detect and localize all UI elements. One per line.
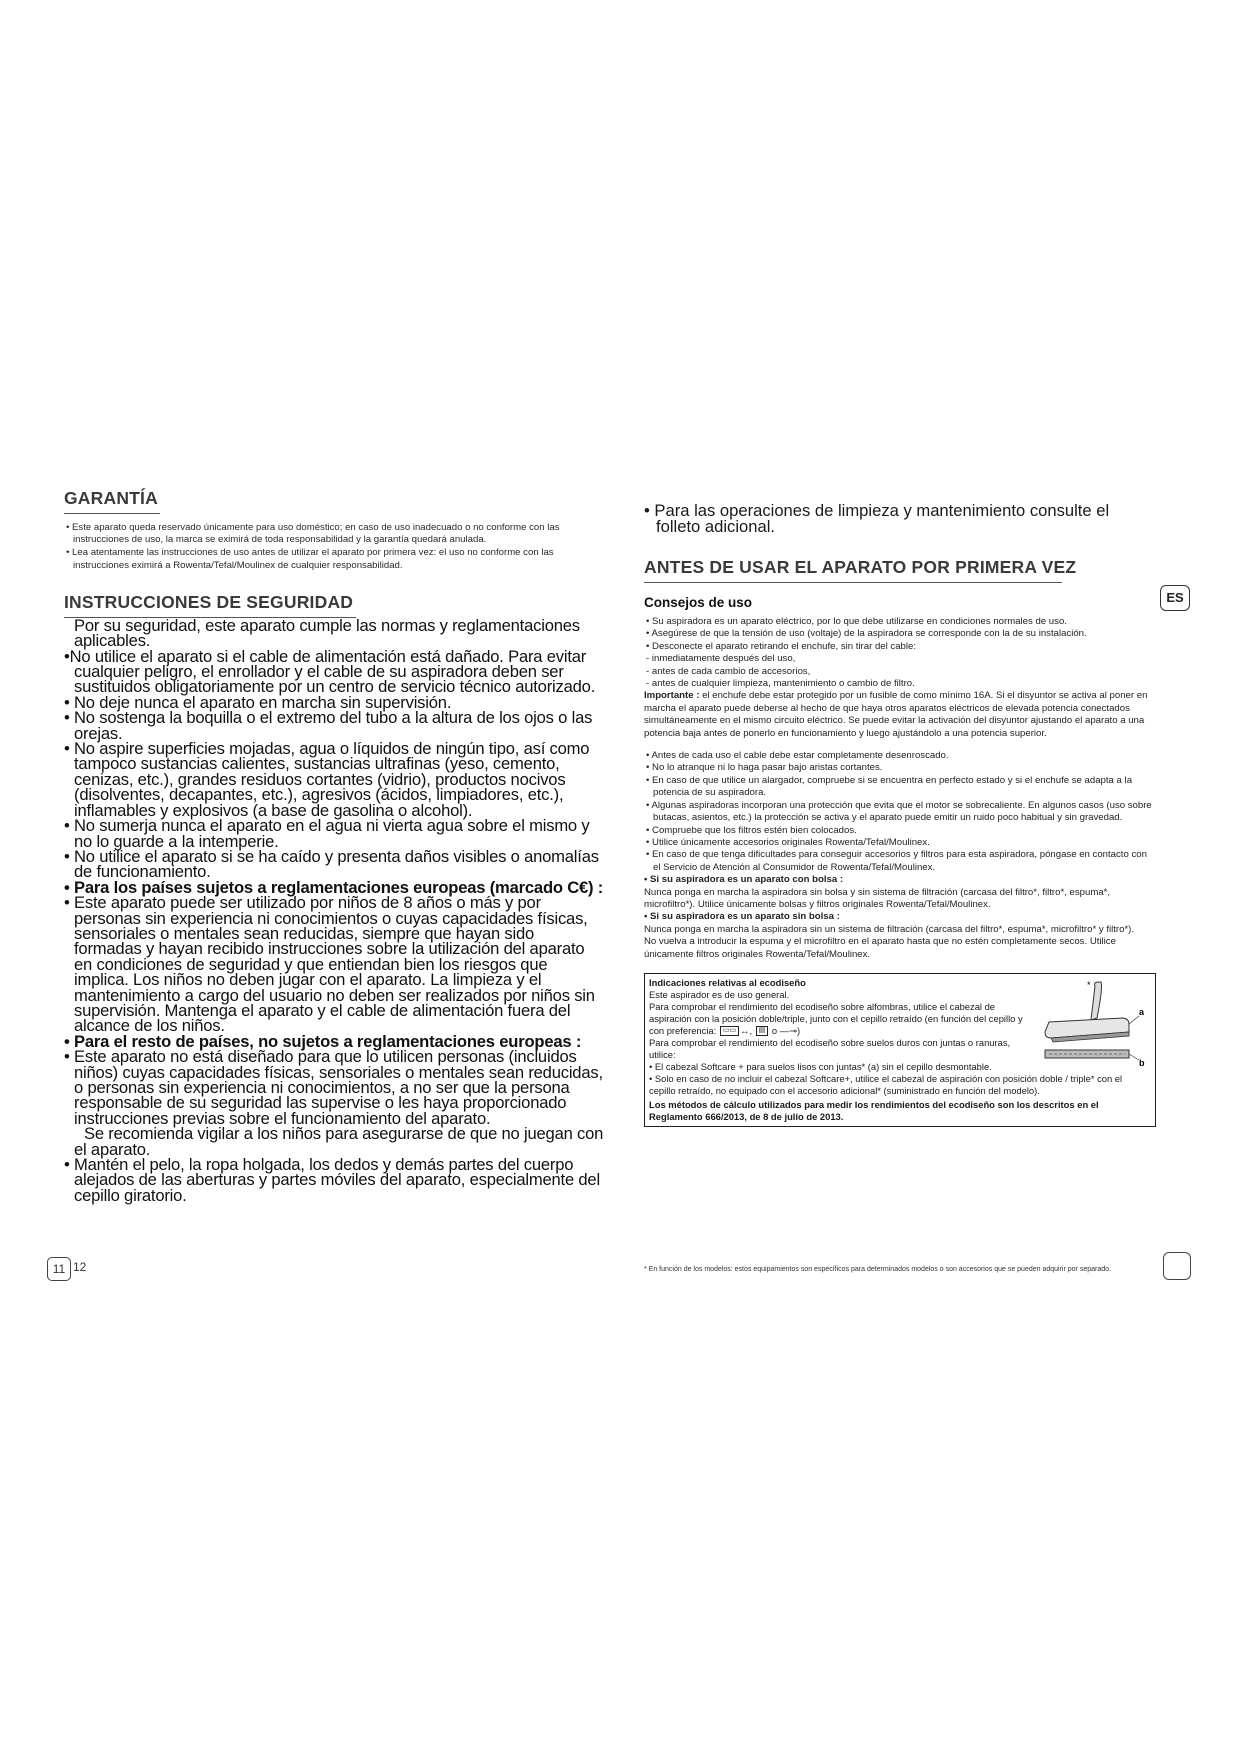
consejos-title: Consejos de uso: [644, 595, 753, 610]
consejos-item: • Asegúrese de que la tensión de uso (voltaje) de la aspiradora se corresponde con la de su instalación.: [646, 628, 1087, 640]
label-a: a: [1139, 1006, 1145, 1017]
ecodesign-regulation: Los métodos de cálculo utilizados para medir los rendimientos del ecodiseño son los descritos en el Reglamento 666/2013, de 8 de julio de 2013.: [649, 1098, 1099, 1122]
uso-item: • Utilice únicamente accesorios originales Rowenta/Tefal/Moulinex.: [646, 836, 930, 848]
uso-item: • No lo atranque ni lo haga pasar bajo aristas cortantes.: [646, 762, 883, 774]
importante-text: el enchufe debe estar protegido por un fusible de como mínimo 16A. Si el disyuntor se activa al poner en marcha el aparato puede deberse al hecho de que haya otros aparatos eléctricos de elevada potencia conectados simultáneamente en el mismo circuito eléctrico. Se puede evitar la activación del disyuntor ajustando el aparato a una potencia baja antes de ponerlo en funcionamiento y luego ajustándolo a una potencia superior.: [644, 690, 1148, 739]
ecodesign-line: Este aspirador es de uso general.: [649, 988, 790, 1000]
garantia-rule: [64, 513, 160, 514]
con-bolsa-heading: • Si su aspiradora es un aparato con bolsa :: [644, 874, 844, 886]
footnote: * En función de los modelos: estos equipamientos son específicos para determinados modelos o son accesorios que se pueden adquirir por separado.: [644, 1266, 1111, 1273]
page-number-plain: 12: [73, 1260, 87, 1274]
safety-item: • No aspire superficies mojadas, agua o líquidos de ningún tipo, así como tampoco sustancias calientes, sustancias ultrafinas (yeso, cemento, cenizas, etc.), grandes residuos cortantes (vidrio), productos nocivos (disolventes, decapantes, etc.), agresivos (ácidos, limpiadores, etc.), inflamables y explosivos (a base de gasolina o alcohol).: [64, 739, 590, 820]
safety-item: • No deje nunca el aparato en marcha sin supervisión.: [64, 692, 452, 712]
ecodesign-title: Indicaciones relativas al ecodiseño: [649, 976, 806, 988]
sin-bolsa-heading: • Si su aspiradora es un aparato sin bolsa :: [644, 911, 840, 923]
importante-label: Importante :: [644, 690, 700, 702]
consejos-item: • Desconecte el aparato retirando el enchufe, sin tirar del cable:: [646, 640, 917, 652]
rest-heading: • Para el resto de países, no sujetos a reglamentaciones europeas :: [64, 1031, 582, 1051]
uso-item: • Compruebe que los filtros estén bien colocados.: [646, 824, 857, 836]
consejos-body: [644, 616, 1156, 961]
uso-list: [644, 750, 1156, 874]
left-column: [64, 488, 604, 1203]
con-bolsa-text: Nunca ponga en marcha la aspiradora sin bolsa y sin sistema de filtración (carcasa del filtro*, filtro*, espuma*, microfiltro*). Utilice únicamente bolsas y filtros originales Rowenta/Tefal/Moulinex.: [644, 886, 1111, 910]
eu-item: • Este aparato puede ser utilizado por niños de 8 años o más y por personas sin experiencia ni conocimientos o cuyas capacidades físicas, sensoriales o mentales sean reducidas, siempre que hayan sido formadas y hayan recibido instrucciones sobre la utilización del aparato en condiciones de seguridad y que entiendan bien los riesgos que implica. Los niños no deben jugar con el aparato. La limpieza y el mantenimiento a cargo del usuario no deben ser realizados por niños sin supervisión. Mantenga el aparato y el cable de alimentación fuera del alcance de los niños.: [64, 893, 595, 1036]
garantia-item: • Este aparato queda reservado únicamente para uso doméstico; en caso de uso inadecuado o no conforme con las instrucciones de uso, la marca se eximirá de toda responsabilidad y la garantía quedará anulada.: [66, 522, 560, 546]
safety-item: • No utilice el aparato si se ha caído y presenta daños visibles o anomalías de funcionamiento.: [64, 846, 599, 882]
rest-note: Se recomienda vigilar a los niños para asegurarse de que no juegan con el aparato.: [74, 1124, 604, 1159]
last-item: • Mantén el pelo, la ropa holgada, los dedos y demás partes del cuerpo alejados de las aberturas y partes móviles del aparato, especialmente del cepillo giratorio.: [64, 1155, 600, 1205]
ecodesign-text: [649, 977, 1039, 1061]
uso-item: • En caso de que utilice un alargador, compruebe si se encuentra en perfecto estado y si el enchufe se adapta a la potencia de su aspiradora.: [646, 774, 1133, 799]
importante-para: [644, 690, 1156, 740]
nozzle-symbol-icon: —⊸: [779, 1024, 797, 1036]
ecodesign-line: Para comprobar el rendimiento del ecodiseño sobre suelos duros con juntas o ranuras, utilice:: [649, 1036, 1011, 1060]
ecodesign-line-text: Para comprobar el rendimiento del ecodiseño sobre alfombras, utilice el cabezal de aspiración con la posición doble/triple, junto con el cepillo retraído (en función del cepillo y con preferencia:: [649, 1000, 1023, 1036]
consejos-item: - antes de cada cambio de accesorios,: [646, 665, 811, 677]
garantia-item: • Lea atentamente las instrucciones de uso antes de utilizar el aparato por primera vez: el uso no conforme con las instrucciones eximirá a Rowenta/Tefal/Moulinex de cualquier responsabilidad.: [66, 547, 554, 571]
garantia-title: GARANTÍA: [64, 488, 158, 508]
uso-item: • En caso de que tenga dificultades para conseguir accesorios y filtros para esta aspiradora, póngase en contacto con el Servicio de Atención al Consumidor de Rowenta/Tefal/Moulinex.: [646, 849, 1147, 873]
ecodesign-line: • Solo en caso de no incluir el cabezal Softcare+, utilice el cabezal de aspiración con posición doble / triple* con el cepillo retraído, no equipado con el accesorio adicional* (suministrado en función del modelo).: [649, 1072, 1123, 1096]
sin-bolsa-text: Nunca ponga en marcha la aspiradora sin un sistema de filtración (carcasa del filtro*, espuma*, microfiltro* y filtro*).: [644, 923, 1135, 935]
antes-title: ANTES DE USAR EL APARATO POR PRIMERA VEZ: [644, 557, 1077, 577]
carpet-symbol-icon: ▭▭: [720, 1026, 739, 1036]
seguridad-body: [64, 615, 604, 1205]
ecodesign-line: Para comprobar el rendimiento del ecodiseño sobre alfombras, utilice el cabezal de aspiración con la posición doble/triple, junto con el cepillo retraído (en función del cepillo y con preferencia: ▭▭ ↔, ▤ o —⊸): [649, 1000, 1023, 1036]
safety-item: • No sostenga la boquilla o el extremo del tubo a la altura de los ojos o las orejas.: [64, 708, 593, 743]
floor-nozzle-illustration-icon: [1035, 978, 1145, 1066]
consejos-item: - antes de cualquier limpieza, mantenimiento o cambio de filtro.: [646, 678, 915, 690]
ecodesign-box: [644, 973, 1156, 1127]
safety-item: •No utilice el aparato si el cable de alimentación está dañado. Para evitar cualquier peligro, el enrollador y el cable de su aspiradora deben ser sustituidos obligatoriamente por un centro de servicio técnico autorizado.: [64, 646, 596, 697]
uso-item: • Algunas aspiradoras incorporan una protección que evita que el motor se sobrecaliente. En algunos casos (uso sobre butacas, asientos, etc.) la protección se activa y el aparato puede emitir un ruido poco habitual y sin gravedad.: [646, 799, 1152, 824]
consejos-list: [644, 616, 1156, 690]
uso-item: • Antes de cada uso el cable debe estar completamente desenroscado.: [646, 750, 949, 762]
seguridad-title: INSTRUCCIONES DE SEGURIDAD: [64, 591, 354, 612]
seguridad-intro: Por su seguridad, este aparato cumple las normas y reglamentaciones aplicables.: [74, 615, 580, 651]
right-column: [644, 503, 1156, 1127]
sin-bolsa-text-2: No vuelva a introducir la espuma y el microfiltro en el aparato hasta que no estén completamente secos. Utilice únicamente filtros originales Rowenta/Tefal/Moulinex.: [644, 936, 1116, 960]
safety-item: • No sumerja nunca el aparato en el agua ni vierta agua sobre el mismo y no lo guarde a la intemperie.: [64, 816, 590, 851]
hardfloor-symbol-icon: ▤: [756, 1026, 769, 1036]
cleaning-item: • Para las operaciones de limpieza y mantenimiento consulte el folleto adicional.: [644, 501, 1110, 536]
language-badge: ES: [1160, 585, 1190, 611]
ecodesign-line: • El cabezal Softcare + para suelos lisos con juntas* (a) sin el cepillo desmontable.: [649, 1060, 992, 1072]
consejos-item: • Su aspiradora es un aparato eléctrico, por lo que debe utilizarse en condiciones normales de uso.: [646, 616, 1067, 627]
label-star: *: [1087, 979, 1091, 990]
label-b: b: [1139, 1057, 1145, 1066]
page-number-box-right: [1163, 1252, 1191, 1280]
rest-item: • Este aparato no está diseñado para que lo utilicen personas (incluidos niños) cuyas capacidades físicas, sensoriales o mentales sean reducidas, o personas sin experiencia ni conocimientos, a no ser que la persona responsable de su seguridad las supervise o les haya proporcionado instrucciones previas sobre el funcionamiento del aparato.: [64, 1047, 603, 1128]
eu-heading: • Para los países sujetos a reglamentaciones europeas (marcado C€) :: [64, 877, 604, 897]
page-number-boxed: 11: [47, 1257, 71, 1281]
antes-rule: [644, 582, 1062, 583]
garantia-list: [64, 522, 604, 572]
consejos-item: - inmediatamente después del uso,: [646, 653, 796, 665]
